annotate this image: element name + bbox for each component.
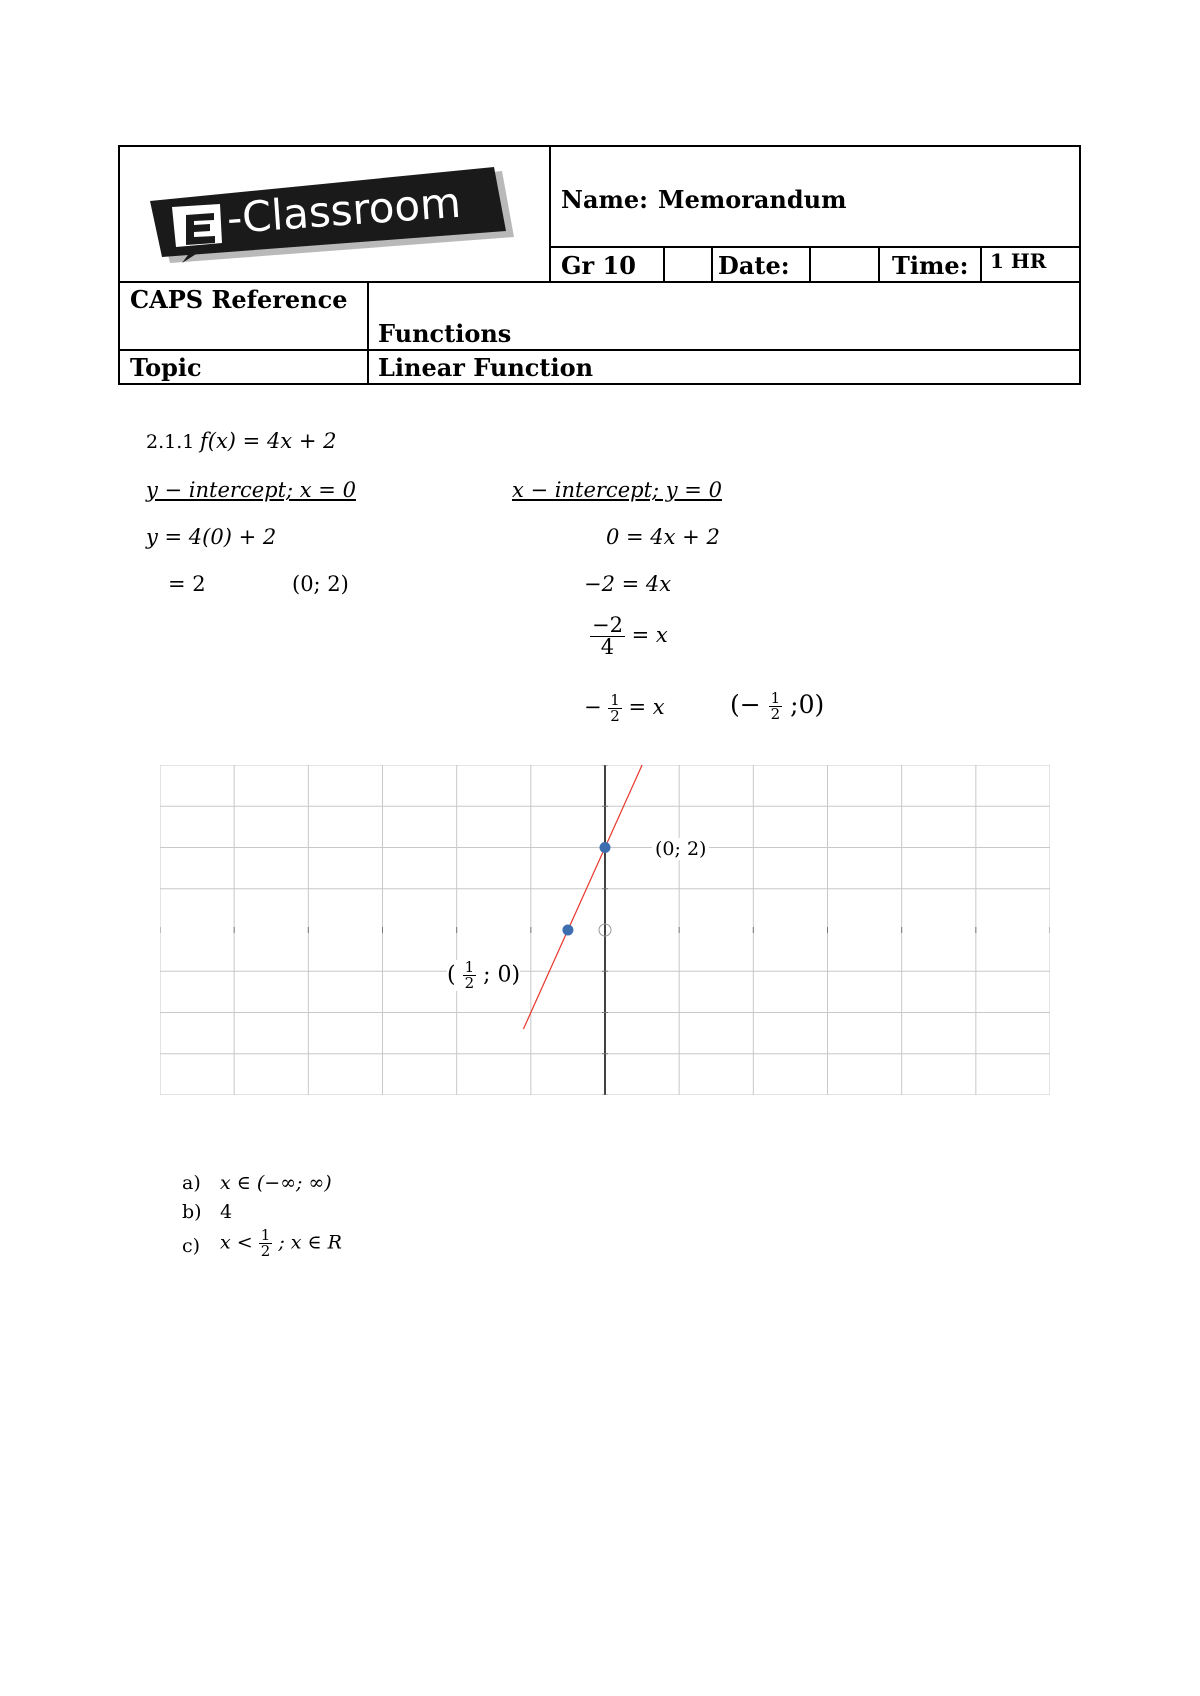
divider [367, 281, 369, 385]
answer-b-text: 4 [220, 1201, 233, 1223]
name-value: Memorandum [658, 185, 847, 214]
y-intercept-graph-label: (0; 2) [652, 838, 709, 860]
divider [120, 281, 1081, 283]
y-intercept-heading: y − intercept; x = 0 [146, 478, 356, 502]
divider [549, 147, 551, 282]
topic-label: Topic [130, 353, 202, 382]
fraction [769, 691, 783, 722]
denominator: 4 [600, 635, 615, 659]
function-line [523, 765, 679, 1029]
denominator: 2 [464, 974, 475, 992]
y-intercept-point: (0; 2) [292, 572, 349, 596]
divider [809, 246, 811, 282]
answer-c-label: c) [182, 1235, 201, 1257]
x-intercept-step-3 [590, 615, 668, 658]
date-label: Date: [718, 251, 790, 280]
axes [160, 765, 1050, 1095]
equation-rhs: = x [628, 695, 665, 719]
time-value: 1 HR [990, 249, 1047, 273]
denominator: 2 [770, 705, 781, 723]
numerator: 1 [770, 689, 781, 707]
plot-area [523, 765, 679, 1029]
time-label: Time: [892, 251, 969, 280]
fraction [608, 693, 622, 724]
y-intercept-step-1: y = 4(0) + 2 [146, 525, 277, 549]
denominator: 2 [610, 707, 620, 725]
x-intercept-step-1: 0 = 4x + 2 [606, 525, 720, 549]
caps-label: CAPS Reference [130, 285, 348, 314]
divider [980, 246, 982, 282]
function-definition: f(x) = 4x + 2 [200, 429, 337, 453]
divider [549, 246, 1081, 248]
y-intercept-step-2: = 2 [168, 572, 206, 596]
logo-wordmark: -Classroom [225, 177, 463, 243]
x-intercept-point [730, 690, 824, 722]
point-open: (− [730, 690, 761, 719]
divider [663, 246, 665, 282]
equation-rhs: = x [631, 623, 668, 647]
denominator: 2 [260, 1242, 271, 1260]
point-open: ( [447, 962, 456, 988]
point-close: ;0) [790, 690, 825, 719]
intercept-point [562, 925, 573, 936]
question-number: 2.1.1 [146, 431, 195, 453]
eclassroom-logo [142, 167, 522, 269]
x-intercept-graph-label [447, 960, 520, 991]
answer-a-label: a) [182, 1172, 201, 1194]
intercept-point [600, 842, 611, 853]
caps-value: Functions [378, 319, 512, 348]
x-intercept-step-4 [584, 693, 665, 724]
inequality-lhs: x < [220, 1231, 253, 1254]
point-close: ; 0) [483, 962, 521, 988]
x-intercept-heading: x − intercept; y = 0 [512, 478, 722, 502]
numerator: 1 [260, 1226, 271, 1244]
name-label: Name: [561, 185, 649, 214]
linear-function-graph [160, 765, 1050, 1095]
topic-value: Linear Function [378, 353, 594, 382]
numerator: 1 [610, 691, 620, 709]
divider [878, 246, 880, 282]
header-table [118, 145, 1081, 385]
numerator: 1 [464, 958, 475, 976]
numerator: −2 [592, 613, 623, 637]
divider [711, 246, 713, 282]
minus-sign: − [584, 695, 602, 719]
fraction [463, 960, 477, 991]
inequality-rhs: ; x ∈ R [278, 1231, 342, 1254]
grade-label: Gr 10 [561, 251, 636, 280]
fraction [590, 615, 625, 658]
answer-b-label: b) [182, 1201, 202, 1223]
divider [120, 349, 1081, 351]
fraction [259, 1228, 273, 1259]
answer-a-text: x ∈ (−∞; ∞) [220, 1172, 332, 1194]
x-intercept-step-2: −2 = 4x [584, 572, 672, 596]
answer-c-text [220, 1228, 342, 1259]
